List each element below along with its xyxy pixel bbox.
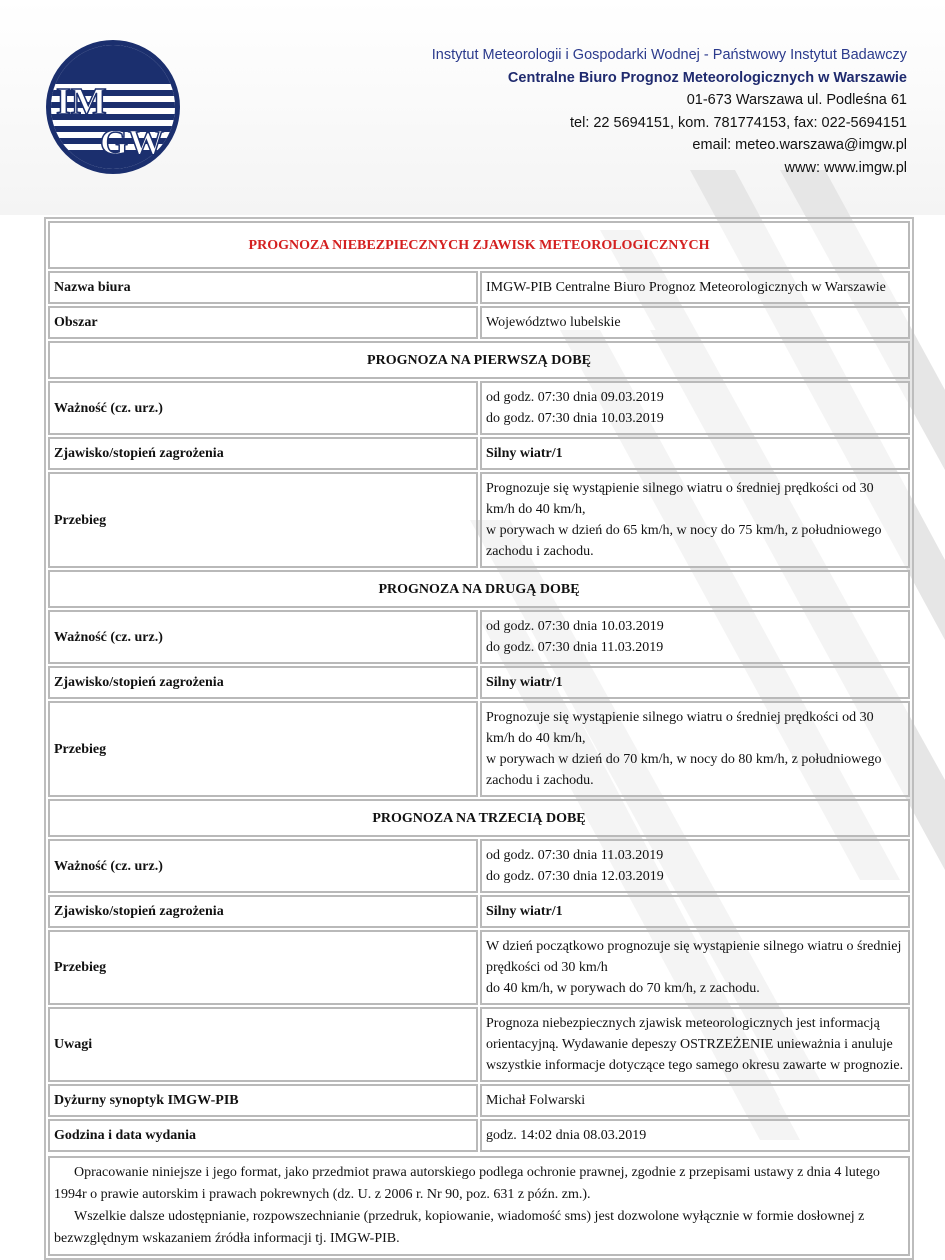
forecast-table	[46, 219, 912, 1154]
day1-course-line2: w porywach w dzień do 65 km/h, w nocy do 75 km/h, z południowego zachodu i zachodu.	[486, 523, 882, 559]
day1-heading: PROGNOZA NA PIERWSZĄ DOBĘ	[48, 341, 910, 379]
website[interactable]: www: www.imgw.pl	[784, 159, 907, 176]
document-title: PROGNOZA NIEBEZPIECZNYCH ZJAWISK METEOROLOGICZNYCH	[48, 221, 910, 269]
day2-course-line2: w porywach w dzień do 70 km/h, w nocy do 80 km/h, z południowego zachodu i zachodu.	[486, 752, 882, 788]
day1-validity-value	[480, 381, 910, 435]
day2-validity-value	[480, 610, 910, 664]
logo-text-gw: GW	[100, 122, 165, 162]
area-label: Obszar	[48, 306, 478, 339]
day3-course-line2: do 40 km/h, w porywach do 70 km/h, z zachodu.	[486, 981, 760, 996]
day3-validity-from: od godz. 07:30 dnia 11.03.2019	[486, 848, 664, 863]
day1-validity-label: Ważność (cz. urz.)	[48, 381, 478, 435]
copyright-paragraph-2: Wszelkie dalsze udostępnianie, rozpowszechnianie (przedruk, kopiowanie, wiadomość sms) jest dozwolone wyłącznie w formie dosłownej z bezwzględnym wskazaniem źródła informacji tj. IMGW-PIB.	[54, 1209, 865, 1246]
day3-heading: PROGNOZA NA TRZECIĄ DOBĘ	[48, 799, 910, 837]
day2-course-line1: Prognozuje się wystąpienie silnego wiatru o średniej prędkości od 30 km/h do 40 km/h,	[486, 710, 874, 746]
day3-phenomenon-label: Zjawisko/stopień zagrożenia	[48, 895, 478, 928]
bureau-name: Centralne Biuro Prognoz Meteorologicznych w Warszawie	[507, 69, 907, 86]
organization-info	[432, 44, 907, 179]
imgw-logo	[44, 38, 182, 176]
day1-course-value	[480, 472, 910, 568]
area-value: Województwo lubelskie	[480, 306, 910, 339]
day2-validity-to: do godz. 07:30 dnia 11.03.2019	[486, 640, 664, 655]
email-address[interactable]: email: meteo.warszawa@imgw.pl	[692, 137, 907, 153]
letterhead	[0, 0, 945, 210]
copyright-paragraph-1: Opracowanie niniejsze i jego format, jako przedmiot prawa autorskiego podlega ochronie prawnej, zgodnie z przepisami ustawy z dnia 4 lutego 1994r o prawie autorskim i prawach pokrewnych (dz. U. z 2006 r. Nr 90, poz. 631 z późn. zm.).	[54, 1165, 880, 1202]
day3-course-value	[480, 930, 910, 1005]
institute-name: Instytut Meteorologii i Gospodarki Wodnej - Państwowy Instytut Badawczy	[431, 47, 907, 63]
issued-value: godz. 14:02 dnia 08.03.2019	[480, 1119, 910, 1152]
day3-validity-to: do godz. 07:30 dnia 12.03.2019	[486, 869, 664, 884]
remarks-value: Prognoza niebezpiecznych zjawisk meteorologicznych jest informacją orientacyjną. Wydawanie depeszy OSTRZEŻENIE unieważnia i anuluje wszystkie informacje dotyczące tego samego okresu zawarte w prognozie.	[480, 1007, 910, 1082]
day1-phenomenon-value: Silny wiatr/1	[480, 437, 910, 470]
office-label: Nazwa biura	[48, 271, 478, 304]
day2-phenomenon-value: Silny wiatr/1	[480, 666, 910, 699]
day1-validity-to: do godz. 07:30 dnia 10.03.2019	[486, 411, 664, 426]
day2-phenomenon-label: Zjawisko/stopień zagrożenia	[48, 666, 478, 699]
forecast-document	[44, 217, 914, 1260]
day2-validity-label: Ważność (cz. urz.)	[48, 610, 478, 664]
copyright-notice	[48, 1156, 910, 1256]
forecaster-value: Michał Folwarski	[480, 1084, 910, 1117]
logo-text-im: IM	[56, 81, 107, 123]
remarks-label: Uwagi	[48, 1007, 478, 1082]
day3-course-label: Przebieg	[48, 930, 478, 1005]
issued-label: Godzina i data wydania	[48, 1119, 478, 1152]
day1-course-label: Przebieg	[48, 472, 478, 568]
day2-course-label: Przebieg	[48, 701, 478, 797]
day3-validity-label: Ważność (cz. urz.)	[48, 839, 478, 893]
day1-validity-from: od godz. 07:30 dnia 09.03.2019	[486, 390, 664, 405]
forecaster-label: Dyżurny synoptyk IMGW-PIB	[48, 1084, 478, 1117]
day2-validity-from: od godz. 07:30 dnia 10.03.2019	[486, 619, 664, 634]
address: 01-673 Warszawa ul. Podleśna 61	[686, 92, 907, 108]
day1-course-line1: Prognozuje się wystąpienie silnego wiatru o średniej prędkości od 30 km/h do 40 km/h,	[486, 481, 874, 517]
day1-phenomenon-label: Zjawisko/stopień zagrożenia	[48, 437, 478, 470]
office-value: IMGW-PIB Centralne Biuro Prognoz Meteorologicznych w Warszawie	[480, 271, 910, 304]
day3-validity-value	[480, 839, 910, 893]
day2-heading: PROGNOZA NA DRUGĄ DOBĘ	[48, 570, 910, 608]
phone-fax: tel: 22 5694151, kom. 781774153, fax: 022-5694151	[570, 114, 907, 131]
day3-phenomenon-value: Silny wiatr/1	[480, 895, 910, 928]
day2-course-value	[480, 701, 910, 797]
day3-course-line1: W dzień początkowo prognozuje się wystąpienie silnego wiatru o średniej prędkości od 30 km/h	[486, 939, 902, 975]
